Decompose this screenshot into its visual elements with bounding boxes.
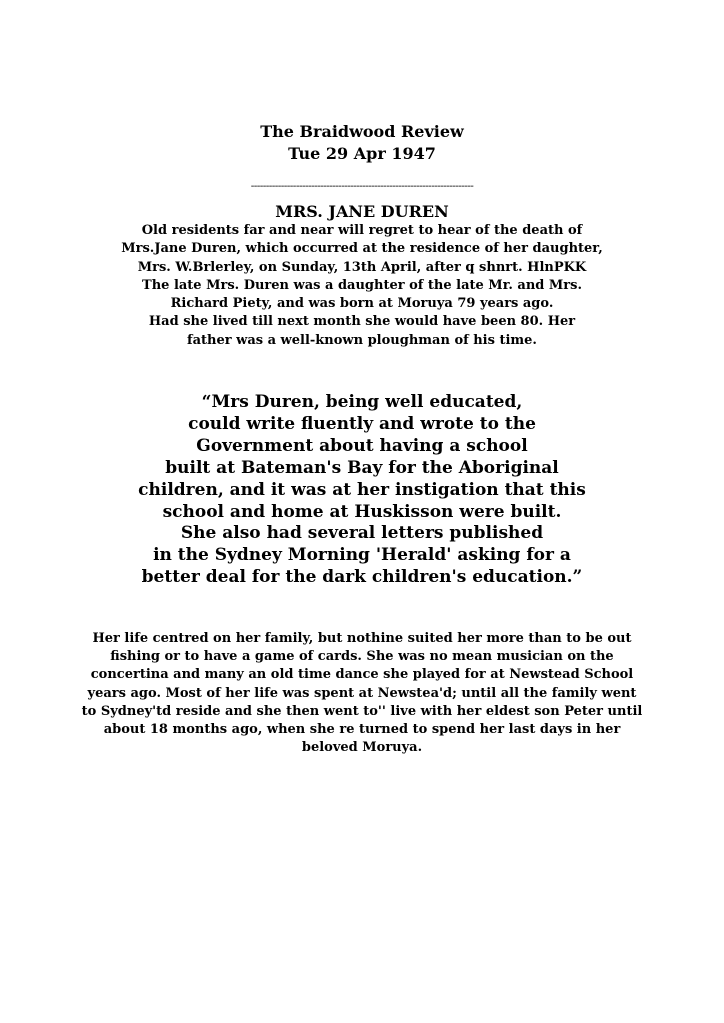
body-line: concertina and many an old time dance she played for at Newstead School — [90, 667, 634, 683]
article-headline: MRS. JANE DUREN — [275, 202, 449, 221]
quote-line: in the Sydney Morning 'Herald' asking for a — [153, 545, 571, 566]
lead-line: Mrs.Jane Duren, which occurred at the residence of her daughter, — [121, 241, 603, 257]
section-divider: -------------------------------------------------------------------------- — [250, 181, 474, 192]
body-line: about 18 months ago, when she re turned to spend her last days in her — [103, 722, 621, 738]
quote-line: She also had several letters published — [180, 523, 544, 544]
body-paragraph — [0, 630, 724, 757]
lead-line: Mrs. W.Brlerley, on Sunday, 13th April, after q shnrt. HlnPKK — [137, 259, 587, 275]
publication-name: The Braidwood Review — [260, 122, 464, 141]
quote-line: Government about having a school — [196, 435, 528, 456]
quote-line: children, and it was at her instigation that this — [138, 479, 586, 500]
pull-quote — [0, 392, 724, 589]
lead-line: father was a well-known ploughman of his time. — [187, 332, 537, 348]
publication-date: Tue 29 Apr 1947 — [288, 144, 436, 163]
quote-line: could write fluently and wrote to the — [188, 413, 536, 434]
body-line: to Sydney'td reside and she then went to'' live with her eldest son Peter until — [81, 703, 643, 719]
body-line: beloved Moruya. — [301, 740, 423, 756]
lead-line: Richard Piety, and was born at Moruya 79 years ago. — [170, 296, 554, 312]
quote-line: better deal for the dark children's education.” — [141, 567, 583, 588]
body-line: Her life centred on her family, but nothine suited her more than to be out — [92, 631, 632, 646]
masthead — [0, 121, 724, 165]
body-line: years ago. Most of her life was spent at Newstea'd; until all the family went — [87, 685, 637, 701]
quote-line: “Mrs Duren, being well educated, — [201, 392, 523, 412]
quote-line: school and home at Huskisson were built. — [162, 501, 562, 522]
lead-paragraph — [0, 222, 724, 350]
lead-line: Old residents far and near will regret to hear of the death of — [141, 223, 583, 238]
lead-line: Had she lived till next month she would have been 80. Her — [148, 314, 576, 330]
quote-line: built at Bateman's Bay for the Aboriginal — [165, 457, 559, 478]
lead-line: The late Mrs. Duren was a daughter of the late Mr. and Mrs. — [142, 277, 582, 293]
body-line: fishing or to have a game of cards. She was no mean musician on the — [110, 649, 614, 665]
